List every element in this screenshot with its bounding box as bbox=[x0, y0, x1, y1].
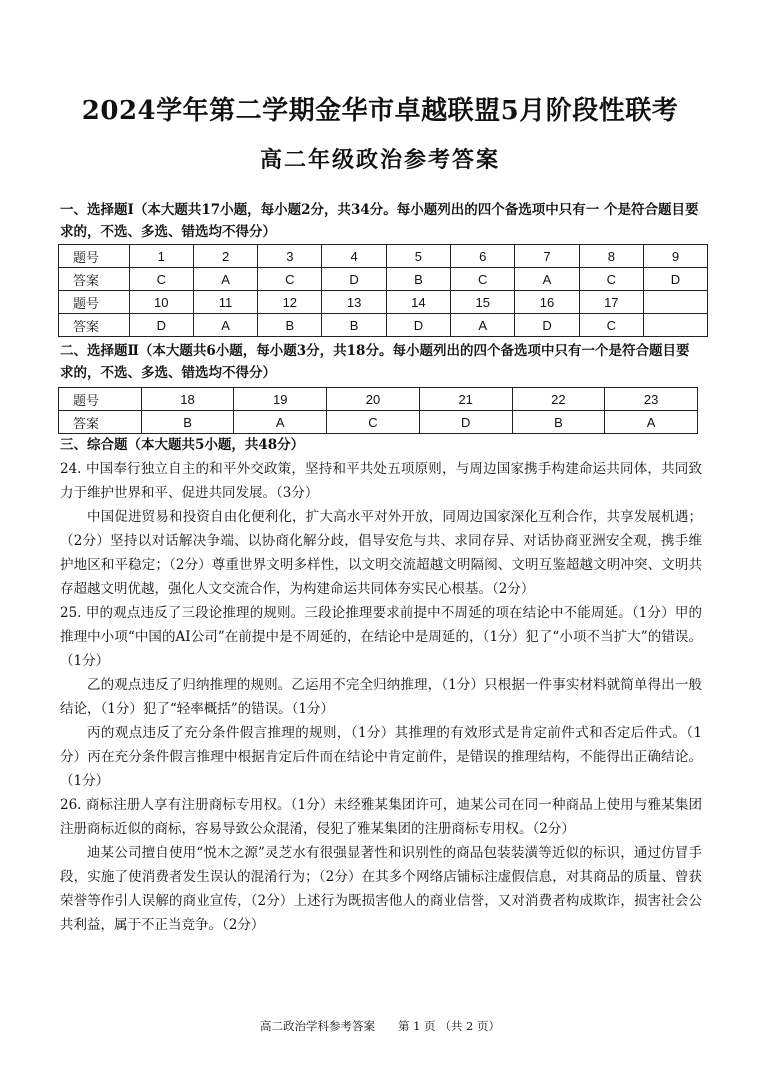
answer-cell: D bbox=[515, 314, 579, 337]
answer-cell: B bbox=[512, 411, 605, 434]
answer-cell: A bbox=[234, 411, 327, 434]
answer-cell: 18 bbox=[141, 388, 234, 411]
answer-paragraph: 中国促进贸易和投资自由化便利化，扩大高水平对外开放，同周边国家深化互利合作，共享发展机遇；（2分）坚持以对话解决争端、以协商化解分歧，倡导安危与共、求同存异、对话协商亚洲安全观，携手维护地区和平稳定；（2分）尊重世界文明多样性，以文明交流超越文明隔阂、文明互鉴超越文明冲突、文明共存超越文明优越，强化人文交流合作，为构建命运共同体夯实民心根基。（2分） bbox=[60, 509, 702, 597]
answer-cell: B bbox=[141, 411, 234, 434]
answer-paragraph: 乙的观点违反了归纳推理的规则。乙运用不完全归纳推理，（1分）只根据一件事实材料就简单得出一般结论，（1分）犯了“轻率概括”的错误。（1分） bbox=[60, 677, 702, 717]
answer-cell: A bbox=[193, 268, 257, 291]
section1-answer-table bbox=[58, 244, 708, 337]
answer-cell: 8 bbox=[579, 245, 643, 268]
answer-cell: 20 bbox=[327, 388, 420, 411]
answer-cell: D bbox=[643, 268, 707, 291]
answer-cell: 3 bbox=[258, 245, 322, 268]
answer-cell: 12 bbox=[258, 291, 322, 314]
answer-row bbox=[59, 314, 708, 337]
answer-cell: 6 bbox=[451, 245, 515, 268]
answer-cell: 21 bbox=[419, 388, 512, 411]
answer-cell: 13 bbox=[322, 291, 386, 314]
answer-row bbox=[59, 411, 698, 434]
answer-cell bbox=[643, 291, 707, 314]
answer-cell: D bbox=[386, 314, 450, 337]
question-number-row bbox=[59, 245, 708, 268]
section1-heading: 一、选择题Ⅰ（本大题共17小题，每小题2分，共34分。每小题列出的四个备选项中只有一 个是符合题目要求的，不选、多选、错选均不得分） bbox=[60, 202, 699, 240]
row-label: 答案 bbox=[59, 268, 130, 291]
question-number-row bbox=[59, 388, 698, 411]
answer-cell: B bbox=[322, 314, 386, 337]
section3-heading: 三、综合题（本大题共5小题，共48分） bbox=[60, 437, 305, 453]
answer-cell: C bbox=[129, 268, 193, 291]
answer-cell: C bbox=[451, 268, 515, 291]
answer-cell: A bbox=[515, 268, 579, 291]
answer-cell: 1 bbox=[129, 245, 193, 268]
answer-paragraph: 24. 中国奉行独立自主的和平外交政策，坚持和平共处五项原则，与周边国家携手构建命运共同体，共同致力于维护世界和平、促进共同发展。（3分） bbox=[60, 461, 702, 501]
question-number-row bbox=[59, 291, 708, 314]
document-title: 2024学年第二学期金华市卓越联盟5月阶段性联考 bbox=[81, 96, 679, 126]
answer-cell: B bbox=[386, 268, 450, 291]
page-footer: 高二政治学科参考答案 第 1 页 （共 2 页） bbox=[260, 1019, 500, 1033]
answer-cell: 15 bbox=[451, 291, 515, 314]
answer-cell: 22 bbox=[512, 388, 605, 411]
answer-cell: 10 bbox=[129, 291, 193, 314]
answer-cell bbox=[643, 314, 707, 337]
section2-heading: 二、选择题Ⅱ（本大题共6小题，每小题3分，共18分。每小题列出的四个备选项中只有一个是符合题目要求的，不选、多选、错选均不得分） bbox=[60, 343, 690, 381]
answer-cell: B bbox=[258, 314, 322, 337]
answer-paragraph: 26. 商标注册人享有注册商标专用权。（1分）未经雅某集团许可，迪某公司在同一种商品上使用与雅某集团注册商标近似的商标，容易导致公众混淆，侵犯了雅某集团的注册商标专用权。（2分） bbox=[60, 797, 702, 837]
answer-cell: C bbox=[579, 314, 643, 337]
answer-cell: 16 bbox=[515, 291, 579, 314]
answer-paragraph: 25. 甲的观点违反了三段论推理的规则。三段论推理要求前提中不周延的项在结论中不能周延。（1分）甲的推理中小项“中国的AI公司”在前提中是不周延的，在结论中是周延的，（1分）犯了“小项不当扩大”的错误。（1分） bbox=[60, 605, 702, 669]
answer-cell: C bbox=[327, 411, 420, 434]
row-label: 答案 bbox=[59, 411, 142, 434]
answer-cell: 2 bbox=[193, 245, 257, 268]
row-label: 答案 bbox=[59, 314, 130, 337]
answer-cell: D bbox=[129, 314, 193, 337]
answer-paragraph: 丙的观点违反了充分条件假言推理的规则，（1分）其推理的有效形式是肯定前件式和否定后件式。（1分）丙在充分条件假言推理中根据肯定后件而在结论中肯定前件，是错误的推理结构，不能得出正确结论。（1分） bbox=[60, 725, 702, 789]
answer-cell: 7 bbox=[515, 245, 579, 268]
answer-cell: A bbox=[451, 314, 515, 337]
answer-cell: 11 bbox=[193, 291, 257, 314]
section2-answer-table bbox=[58, 387, 698, 434]
answer-cell: 17 bbox=[579, 291, 643, 314]
answer-cell: 9 bbox=[643, 245, 707, 268]
section3-body bbox=[60, 457, 702, 937]
answer-paragraph: 迪某公司擅自使用“悦木之源”灵芝水有很强显著性和识别性的商品包装装潢等近似的标识，通过仿冒手段，实施了使消费者发生误认的混淆行为；（2分）在其多个网络店铺标注虚假信息，对其商品的质量、曾获荣誉等作引人误解的商业宣传，（2分）上述行为既损害他人的商业信誉，又对消费者构成欺诈，损害社会公共利益，属于不正当竞争。（2分） bbox=[60, 845, 702, 933]
answer-cell: C bbox=[258, 268, 322, 291]
answer-cell: 19 bbox=[234, 388, 327, 411]
answer-cell: C bbox=[579, 268, 643, 291]
row-label: 题号 bbox=[59, 388, 142, 411]
answer-cell: 5 bbox=[386, 245, 450, 268]
answer-row bbox=[59, 268, 708, 291]
answer-cell: A bbox=[605, 411, 698, 434]
answer-cell: D bbox=[322, 268, 386, 291]
answer-cell: 23 bbox=[605, 388, 698, 411]
answer-cell: A bbox=[193, 314, 257, 337]
row-label: 题号 bbox=[59, 291, 130, 314]
answer-cell: D bbox=[419, 411, 512, 434]
row-label: 题号 bbox=[59, 245, 130, 268]
answer-cell: 4 bbox=[322, 245, 386, 268]
answer-cell: 14 bbox=[386, 291, 450, 314]
document-subtitle: 高二年级政治参考答案 bbox=[259, 147, 500, 173]
